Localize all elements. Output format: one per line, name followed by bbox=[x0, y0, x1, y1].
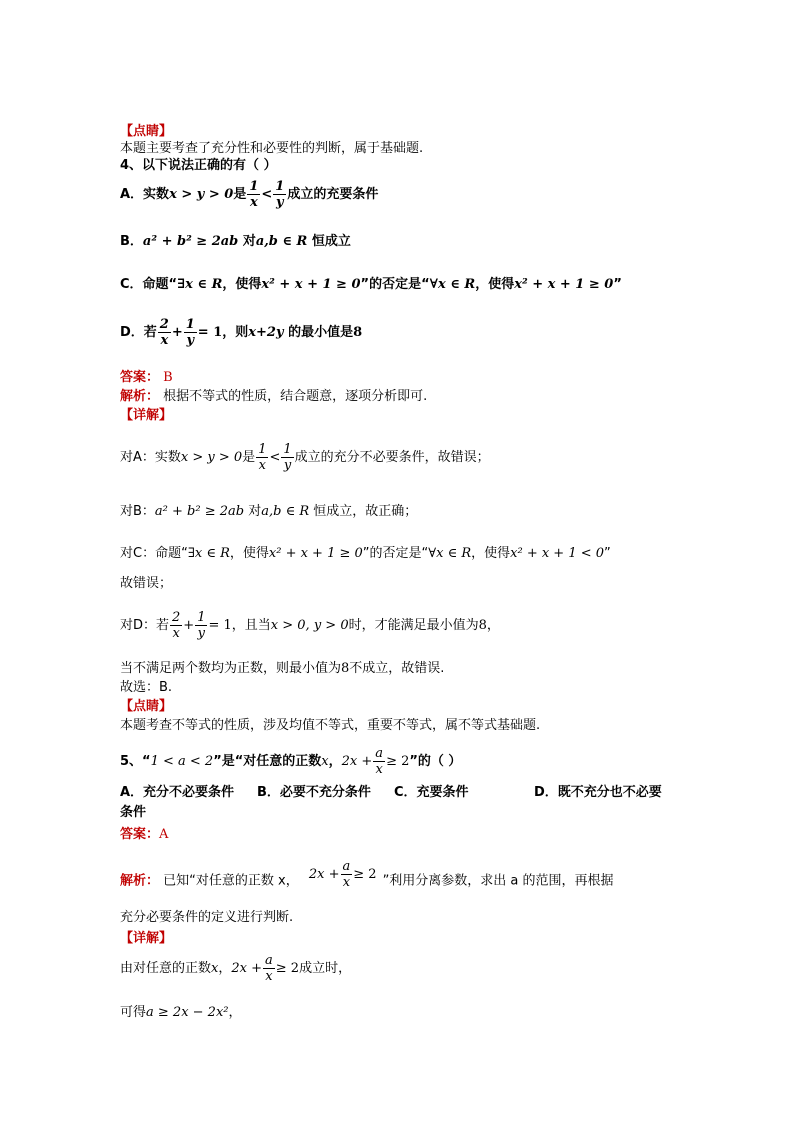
q5-option-b: B．必要不充分条件 bbox=[257, 785, 371, 800]
q4-detail-d: 对D：若 $\frac{2}{x}$ + $\frac{1}{y}$ = 1，且当x > 0, y > 0时，才能满足最小值为8， bbox=[120, 610, 500, 641]
q4-option-c: C．命题“∃x ∈ R，使得x² + x + 1 ≥ 0”的否定是“∀x ∈ R，使得x² + x + 1 ≥ 0” bbox=[120, 277, 622, 292]
q5-option-a: A．充分不必要条件 bbox=[120, 785, 235, 800]
q5-detail-line1: 由对任意的正数x，2x + $\frac{a}{x}$ ≥ 2成立时， bbox=[120, 953, 352, 984]
dianjing2-heading: 【点睛】 bbox=[120, 699, 173, 714]
q4-detail-a: 对A：实数x > y > 0是 $\frac{1}{x}$ < $\frac{1}{y}$ 成立的充分不必要条件，故错误； bbox=[120, 442, 490, 473]
q5-analysis: 解析： 已知“对任意的正数 x， 2x + $\frac{a}{x}$ ≥ 2 ”利用分离参数，求出 a 的范围，再根据 bbox=[120, 859, 614, 890]
q4-stem: 4、以下说法正确的有（ ） bbox=[120, 158, 277, 173]
dianjing-heading: 【点睛】 bbox=[120, 124, 173, 139]
q4-answer: 答案： B bbox=[120, 370, 173, 385]
q5-detail-line2: 可得a ≥ 2x − 2x²， bbox=[120, 1005, 242, 1020]
q5-option-d: D．既不充分也不必要 bbox=[534, 785, 662, 800]
dianjing2-text: 本题考查不等式的性质，涉及均值不等式，重要不等式，属不等式基础题. bbox=[120, 718, 541, 733]
dianjing-text: 本题主要考查了充分性和必要性的判断，属于基础题. bbox=[120, 141, 424, 156]
q4-analysis: 解析： 根据不等式的性质，结合题意，逐项分析即可. bbox=[120, 389, 428, 404]
q4-detail-c: 对C：命题“∃x ∈ R，使得x² + x + 1 ≥ 0”的否定是“∀x ∈ R，使得x² + x + 1 < 0” bbox=[120, 546, 611, 561]
q5-answer: 答案：A bbox=[120, 827, 169, 842]
q4-detail-d-line2: 当不满足两个数均为正数，则最小值为8不成立，故错误. bbox=[120, 661, 445, 676]
q5-detail-heading: 【详解】 bbox=[120, 931, 173, 946]
q4-detail-c-line2: 故错误； bbox=[120, 576, 173, 591]
q5-analysis-line2: 充分必要条件的定义进行判断. bbox=[120, 910, 294, 925]
q5-option-d-cont: 条件 bbox=[120, 805, 147, 820]
q4-choice: 故选：B. bbox=[120, 680, 173, 695]
q4-option-d: D．若 $\frac{2}{x}$ + $\frac{1}{y}$ = 1，则x+2y 的最小值是8 bbox=[120, 317, 363, 348]
q4-option-b: B．a² + b² ≥ 2ab 对a,b ∈ R 恒成立 bbox=[120, 234, 351, 249]
q4-detail-b: 对B：a² + b² ≥ 2ab 对a,b ∈ R 恒成立，故正确； bbox=[120, 504, 418, 519]
q5-stem: 5、“1 < a < 2”是“对任意的正数x，2x + $\frac{a}{x}$ ≥ 2”的（ ） bbox=[120, 746, 462, 777]
q4-detail-heading: 【详解】 bbox=[120, 408, 173, 423]
q5-option-c: C．充要条件 bbox=[394, 785, 469, 800]
q4-option-a: A．实数x > y > 0是 $\frac{1}{x}$ < $\frac{1}{y}$ 成立的充要条件 bbox=[120, 179, 379, 210]
